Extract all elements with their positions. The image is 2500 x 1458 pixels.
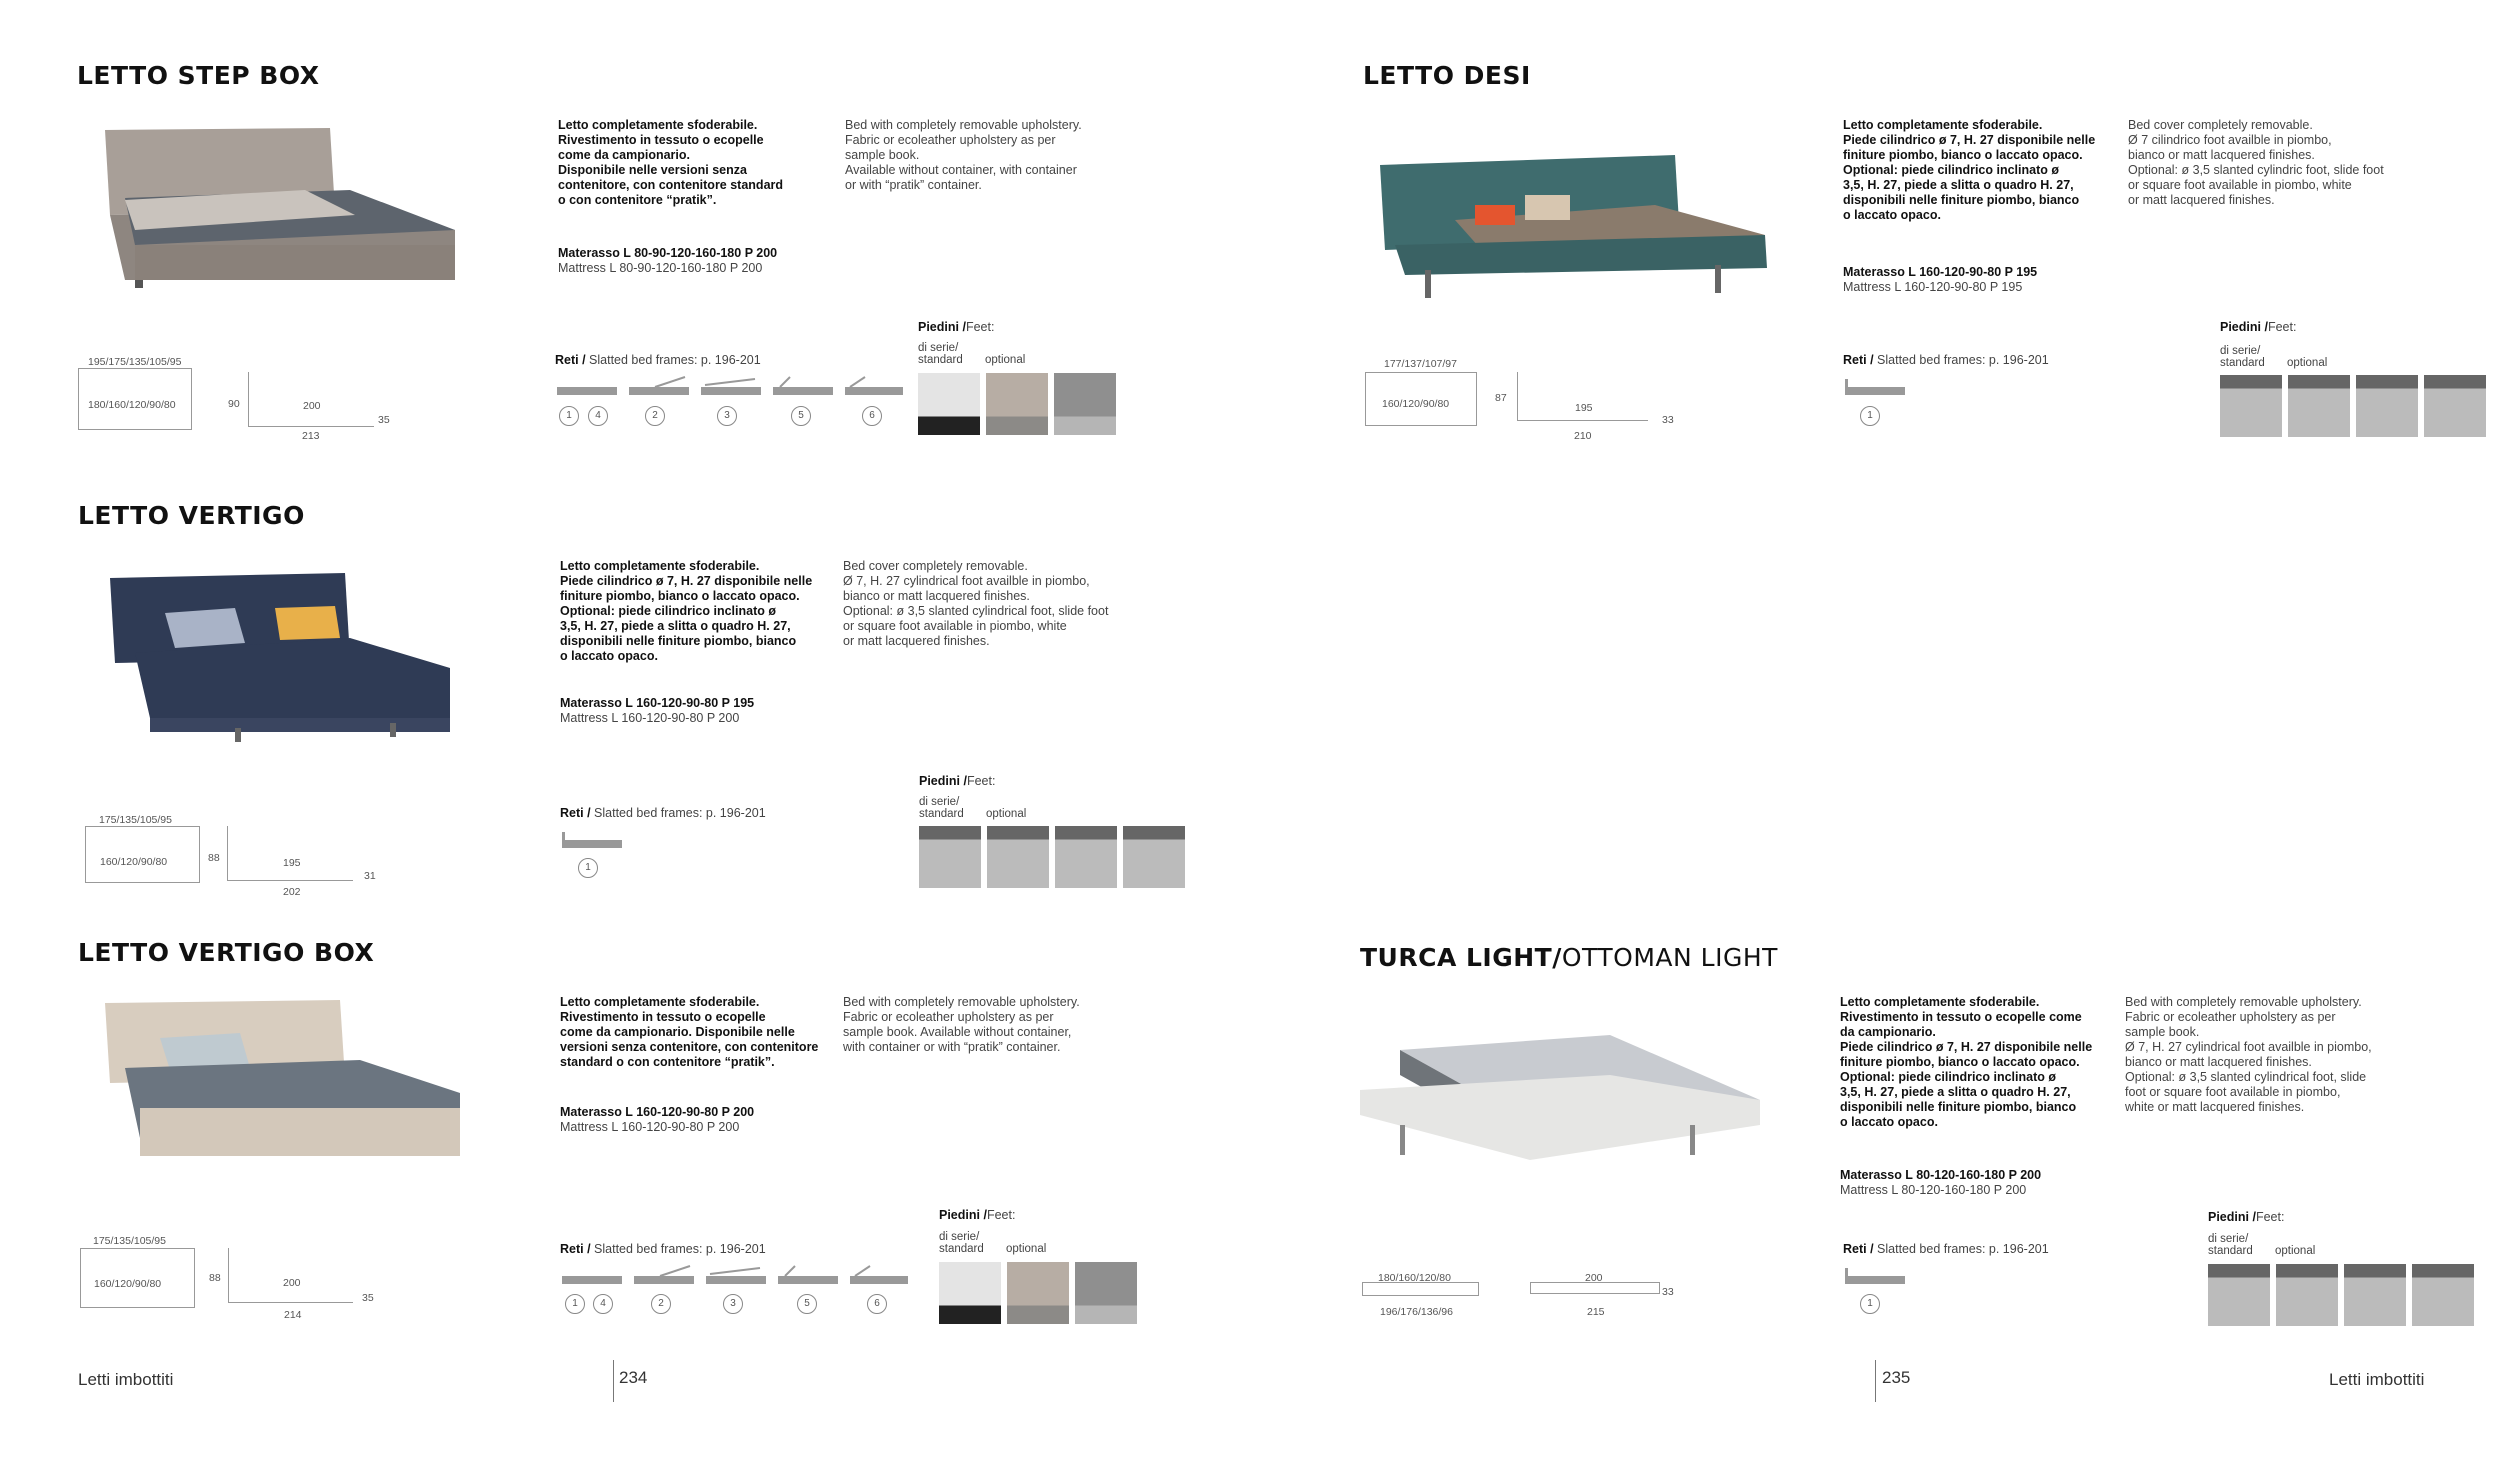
slat-number: 1 [559, 406, 579, 426]
mattress-en: Mattress L 80-120-160-180 P 200 [1840, 1183, 2027, 1197]
side-drawing [228, 1248, 353, 1303]
standard-label: di serie/ standard [939, 1231, 984, 1255]
right-footer: Letti imbottiti [2329, 1370, 2425, 1389]
dim-total: 214 [284, 1309, 302, 1321]
foot-swatch [986, 373, 1048, 435]
product-title: LETTO DESI [1363, 61, 1531, 90]
bed-photo-desi [1375, 150, 1775, 310]
slat-number: 1 [1860, 1294, 1880, 1314]
foot-swatch [1007, 1262, 1069, 1324]
dim-width: 175/135/105/95 [99, 814, 172, 826]
dim-length: 200 [1585, 1272, 1603, 1284]
foot-swatch [1123, 826, 1185, 888]
bed-photo-vertigo-box [100, 998, 470, 1163]
feet-label: Piedini /Feet: [918, 320, 995, 334]
mattress-it: Materasso L 160-120-90-80 P 195 [1843, 265, 2038, 279]
slat-number: 5 [791, 406, 811, 426]
foot-swatch [1075, 1262, 1137, 1324]
feet-label: Piedini /Feet: [939, 1208, 1016, 1222]
desc-en: Bed cover completely removable. Ø 7, H. 27 cylindrical foot availble in piombo, bianco or matt lacquered finishes. Optional: ø 3,5 slanted cylindrical foot, slide foot or square foot available in piombo, white or matt lacquered finishes. [843, 559, 1109, 648]
optional-label: optional [1006, 1243, 1047, 1255]
dim-total: 215 [1587, 1306, 1605, 1318]
foot-swatch [1055, 826, 1117, 888]
slat-icon [1843, 375, 1913, 397]
foot-swatch [2356, 375, 2418, 437]
foot-swatch [2220, 375, 2282, 437]
optional-label: optional [985, 354, 1026, 366]
slat-number: 3 [723, 1294, 743, 1314]
mattress-en: Mattress L 160-120-90-80 P 200 [560, 711, 740, 725]
slatted-frames-label: Reti / Slatted bed frames: p. 196-201 [560, 1242, 766, 1256]
slat-number: 4 [588, 406, 608, 426]
product-title: TURCA LIGHT/OTTOMAN LIGHT [1360, 943, 1778, 972]
optional-label: optional [986, 808, 1027, 820]
slat-number: 1 [1860, 406, 1880, 426]
mattress-it: Materasso L 80-120-160-180 P 200 [1840, 1168, 2042, 1182]
dim-total: 213 [302, 430, 320, 442]
page-number-right: 235 [1882, 1368, 1911, 1387]
desc-it: Letto completamente sfoderabile. Piede cilindrico ø 7, H. 27 disponibile nelle finiture piombo, bianco o laccato opaco. Optional: piede cilindrico inclinato ø 3,5, H. 27, piede a slitta o quadro H. 27, disponibili nelle finiture piombo, bianco o laccato opaco. [560, 559, 813, 663]
feet-label: Piedini /Feet: [2208, 1210, 2285, 1224]
slat-number: 1 [578, 858, 598, 878]
foot-swatch [2276, 1264, 2338, 1326]
mattress-it: Materasso L 160-120-90-80 P 195 [560, 696, 755, 710]
product-title: LETTO VERTIGO [78, 501, 305, 530]
bed-photo-turca [1360, 1030, 1770, 1180]
slatted-frames-label: Reti / Slatted bed frames: p. 196-201 [1843, 353, 2049, 367]
side-drawing [227, 826, 353, 881]
foot-swatch [2424, 375, 2486, 437]
dim-width: 196/176/136/96 [1380, 1306, 1453, 1318]
dim-base: 35 [362, 1292, 374, 1304]
standard-label: di serie/ standard [919, 796, 964, 820]
dim-inner: 160/120/90/80 [100, 856, 168, 868]
dim-height: 87 [1495, 392, 1507, 404]
slat-icons [560, 1264, 910, 1286]
dim-inner: 160/120/90/80 [1382, 398, 1450, 410]
dim-length: 195 [1575, 402, 1593, 414]
page-divider-right [1875, 1360, 1876, 1402]
dim-width: 177/137/107/97 [1384, 358, 1457, 370]
plan-drawing [85, 826, 200, 883]
mattress-en: Mattress L 160-120-90-80 P 195 [1843, 280, 2023, 294]
feet-label: Piedini /Feet: [2220, 320, 2297, 334]
slat-number: 6 [867, 1294, 887, 1314]
mattress-en: Mattress L 160-120-90-80 P 200 [560, 1120, 740, 1134]
feet-label: Piedini /Feet: [919, 774, 996, 788]
plan-drawing [1362, 1282, 1479, 1296]
mattress-it: Materasso L 80-90-120-160-180 P 200 [558, 246, 778, 260]
foot-swatch [939, 1262, 1001, 1324]
dim-width: 175/135/105/95 [93, 1235, 166, 1247]
foot-swatch [2208, 1264, 2270, 1326]
dim-height: 88 [208, 852, 220, 864]
dim-height: 90 [228, 398, 240, 410]
standard-label: di serie/ standard [918, 342, 963, 366]
standard-label: di serie/ standard [2208, 1233, 2253, 1257]
desc-it: Letto completamente sfoderabile. Rivestimento in tessuto o ecopelle come da campionario. Disponibile nelle versioni senza contenitore, con contenitore standard o con contenitore “pratik”. [558, 118, 784, 207]
dim-inner: 180/160/120/90/80 [88, 399, 176, 411]
slat-number: 4 [593, 1294, 613, 1314]
foot-swatch [2344, 1264, 2406, 1326]
dim-inner: 160/120/90/80 [94, 1278, 162, 1290]
standard-label: di serie/ standard [2220, 345, 2265, 369]
dim-base: 33 [1662, 1286, 1674, 1298]
slat-number: 2 [645, 406, 665, 426]
left-footer: Letti imbottiti [78, 1370, 174, 1389]
page-number-left: 234 [619, 1368, 648, 1387]
dim-length: 200 [303, 400, 321, 412]
dim-inner: 180/160/120/80 [1378, 1272, 1451, 1284]
dim-length: 200 [283, 1277, 301, 1289]
foot-swatch [2412, 1264, 2474, 1326]
slat-icon [560, 828, 630, 850]
dim-total: 202 [283, 886, 301, 898]
slat-icon [1843, 1264, 1913, 1286]
slat-number: 1 [565, 1294, 585, 1314]
mattress-en: Mattress L 80-90-120-160-180 P 200 [558, 261, 763, 275]
desc-en: Bed cover completely removable. Ø 7 cilindrico foot availble in piombo, bianco or matt lacquered finishes. Optional: ø 3,5 slanted cylindric foot, slide foot or square foot available in piombo, white or matt lacquered finishes. [2128, 118, 2384, 207]
dim-height: 88 [209, 1272, 221, 1284]
desc-en: Bed with completely removable upholstery. Fabric or ecoleather upholstery as per sample book. Available without container, with container or with “pratik” container. [843, 995, 1080, 1054]
slat-number: 3 [717, 406, 737, 426]
dim-width: 195/175/135/105/95 [88, 356, 182, 368]
dim-base: 31 [364, 870, 376, 882]
foot-swatch [987, 826, 1049, 888]
desc-it: Letto completamente sfoderabile. Rivestimento in tessuto o ecopelle come da campionario. Disponibile nelle versioni senza contenitore, con contenitore standard o con contenitore “pratik”. [560, 995, 819, 1069]
bed-photo-step-box [95, 120, 470, 290]
slat-number: 2 [651, 1294, 671, 1314]
desc-en: Bed with completely removable upholstery. Fabric or ecoleather upholstery as per sample book. Ø 7, H. 27 cylindrical foot availble in piombo, bianco or matt lacquered finishes. Optional: ø 3,5 slanted cylindrical foot, slide foot or square foot available in piombo, white or matt lacquered finishes. [2125, 995, 2372, 1114]
product-title: LETTO STEP BOX [77, 61, 320, 90]
mattress-it: Materasso L 160-120-90-80 P 200 [560, 1105, 755, 1119]
slat-number: 5 [797, 1294, 817, 1314]
product-title: LETTO VERTIGO BOX [78, 938, 375, 967]
dim-total: 210 [1574, 430, 1592, 442]
optional-label: optional [2275, 1245, 2316, 1257]
desc-it: Letto completamente sfoderabile. Rivestimento in tessuto o ecopelle come da campionario. Piede cilindrico ø 7, H. 27 disponibile nelle finiture piombo, bianco o laccato opaco. Optional: piede cilindrico inclinato ø 3,5, H. 27, piede a slitta o quadro H. 27, disponibili nelle finiture piombo, bianco o laccato opaco. [1840, 995, 2093, 1129]
slat-number: 6 [862, 406, 882, 426]
desc-en: Bed with completely removable upholstery. Fabric or ecoleather upholstery as per sample book. Available without container, with container or with “pratik” container. [845, 118, 1082, 192]
foot-swatch [918, 373, 980, 435]
slatted-frames-label: Reti / Slatted bed frames: p. 196-201 [555, 353, 761, 367]
foot-swatch [2288, 375, 2350, 437]
side-drawing [1530, 1282, 1660, 1294]
page-divider-left [613, 1360, 614, 1402]
dim-base: 35 [378, 414, 390, 426]
bed-photo-vertigo [105, 568, 465, 743]
slatted-frames-label: Reti / Slatted bed frames: p. 196-201 [560, 806, 766, 820]
foot-swatch [919, 826, 981, 888]
dim-length: 195 [283, 857, 301, 869]
slat-icons [555, 375, 905, 397]
optional-label: optional [2287, 357, 2328, 369]
foot-swatch [1054, 373, 1116, 435]
dim-base: 33 [1662, 414, 1674, 426]
slatted-frames-label: Reti / Slatted bed frames: p. 196-201 [1843, 1242, 2049, 1256]
desc-it: Letto completamente sfoderabile. Piede cilindrico ø 7, H. 27 disponibile nelle finiture piombo, bianco o laccato opaco. Optional: piede cilindrico inclinato ø 3,5, H. 27, piede a slitta o quadro H. 27, disponibili nelle finiture piombo, bianco o laccato opaco. [1843, 118, 2096, 222]
